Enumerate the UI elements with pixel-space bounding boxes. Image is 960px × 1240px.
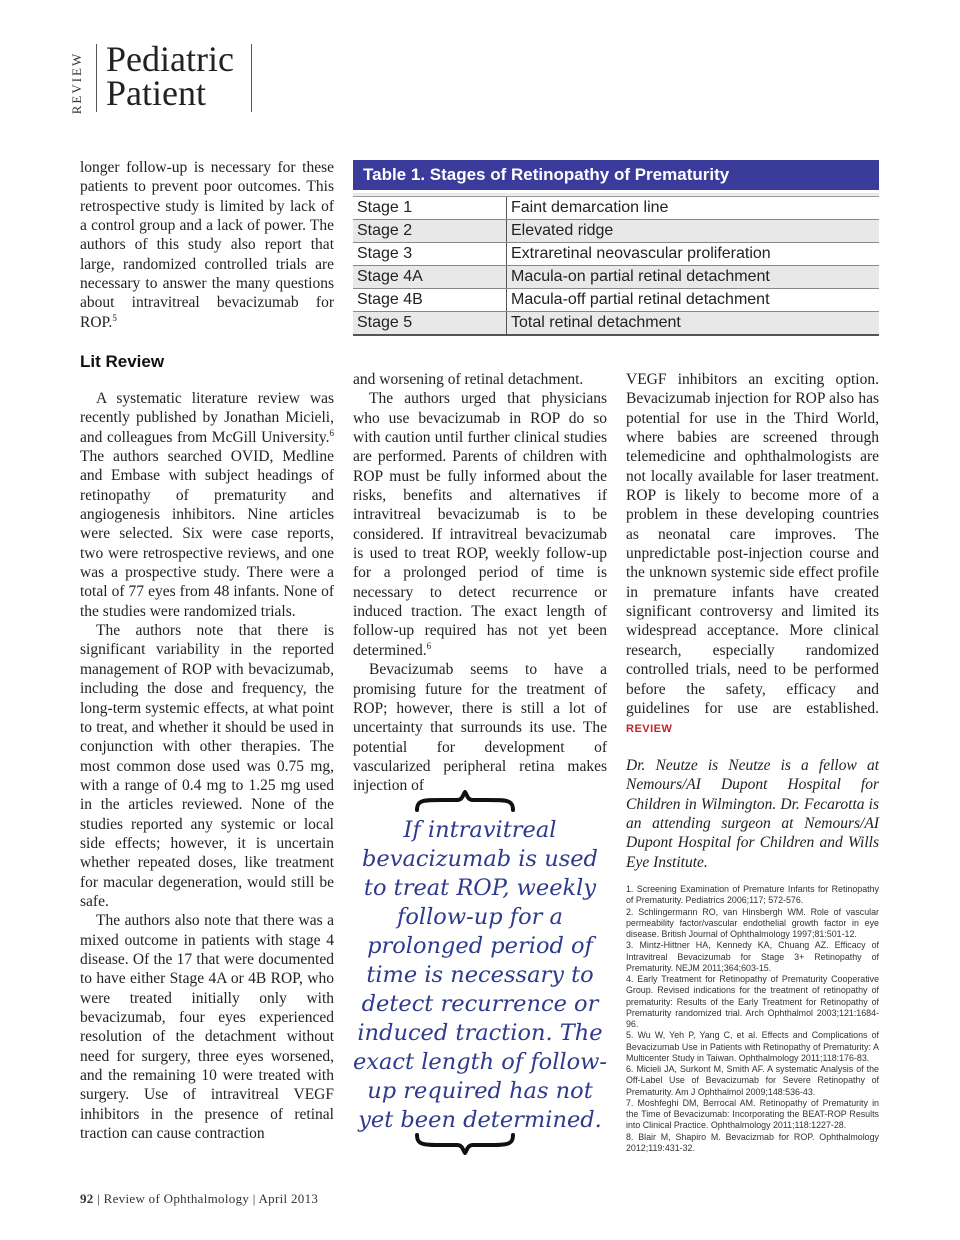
reference-item: 5. Wu W, Yeh P, Yang C, et al. Effects and Complications of Bevacizumab Use in Patients with Retinopathy of Prematurity: A Multicenter Study in Taiwan. Ophthalmology 2011;118:176-83.	[626, 1030, 879, 1063]
table-row	[353, 266, 879, 289]
stage-cell: Stage 2	[353, 220, 507, 243]
section-label	[64, 42, 90, 124]
description-cell: Macula-off partial retinal detachment	[507, 289, 880, 312]
references-list	[626, 884, 879, 1154]
column-2	[353, 370, 607, 796]
body-paragraph: The authors urged that physicians who use bevacizumab in ROP do so with caution until further clinical studies are performed. Parents of children with ROP must be fully informed about the risks, benefits and alternatives if intravitreal bevacizumab is to be considered. If intravitreal bevacizumab is used to treat ROP, weekly follow-up for a prolonged period of time is necessary to detect recurrence or induced traction. The exact length of follow-up required has not yet been determined.$^6$	[353, 390, 607, 659]
header-divider-left	[96, 44, 97, 112]
column-1-intro	[80, 158, 334, 332]
column-1-lit-review	[80, 389, 334, 1143]
footer-separator: |	[252, 1191, 259, 1206]
column-3	[626, 370, 879, 740]
body-paragraph: A systematic literature review was recently published by Jonathan Micieli, and colleagues from McGill University.$^6$ The authors searched OVID, Medline and Embase with subject headings of retinopathy of prematurity and angiogenesis inhibitors. Nine articles were selected. Six were case reports, two were retrospective reviews, and one was a prospective study. There were a total of 77 eyes from 48 infants. None of the studies were randomized trials.	[80, 390, 334, 620]
table-row	[353, 312, 879, 336]
page-section-title	[106, 39, 234, 113]
body-paragraph: and worsening of retinal detachment.	[353, 371, 584, 388]
description-cell: Extraretinal neovascular proliferation	[507, 243, 880, 266]
body-paragraph: The authors note that there is significant variability in the reported management of ROP with bevacizumab, including the dose and frequency, the long-term systemic effects, at what point to treat, and whether it should be used in conjunction with other therapies. The most common dose used was 0.75 mg, with a range of 0.4 mg to 1.25 mg used in the articles reviewed. None of the studies reported any systemic or local side effects; however, it is uncertain whether repeated doses, like treatment for macular degeneration, would still be safe.	[80, 622, 334, 910]
reference-item: 1. Screening Examination of Premature Infants for Retinopathy of Prematurity. Pediatrics 2006;117; 572-576.	[626, 884, 879, 906]
author-bio: Dr. Neutze is Neutze is a fellow at Nemours/AI Dupont Hospital for Children in Wilmington. Dr. Fecarotta is an attending surgeon at Nemours/AI Dupont Hospital for Children and Wills Eye Institute.	[626, 757, 879, 871]
reference-item: 8. Blair M, Shapiro M. Bevacizmab for ROP. Ophthalmology 2012;119:431-32.	[626, 1131, 879, 1153]
reference-item: 6. Micieli JA, Surkont M, Smith AF. A systematic Analysis of the Off-Label Use of Bevacizumab for Severe Retinopathy of Prematurity. Am J Ophthalmol 2009;148:536-43.	[626, 1064, 879, 1097]
description-cell: Elevated ridge	[507, 220, 880, 243]
section-label-text: REVIEW	[69, 51, 84, 115]
reference-item: 3. Mintz-Hittner HA, Kennedy KA, Chuang AZ. Efficacy of Intravitreal Bevacizumab for Stage 3+ Retinopathy of Prematurity. NEJM 2011;364;603-15.	[626, 940, 879, 973]
body-paragraph: Bevacizumab seems to have a promising future for the treatment of ROP; however, there is still a lot of uncertainty that surrounds its use. The potential for development of vascularized peripheral retina makes injection of	[353, 661, 607, 795]
description-cell: Total retinal detachment	[507, 312, 880, 336]
lit-review-heading: Lit Review	[80, 352, 165, 371]
stages-table-body	[353, 197, 879, 336]
header-divider-right	[251, 44, 252, 112]
issue-date: April 2013	[258, 1191, 319, 1206]
reference-item: 7. Moshfeghi DM, Berrocal AM. Retinopathy of Prematurity in the Time of Bevacizumab: Incorporating the BEAT-ROP Results into Clinical Practice. Ophthalmology 2011;118:1227-28.	[626, 1097, 879, 1131]
stage-cell: Stage 4B	[353, 289, 507, 312]
table-row	[353, 220, 879, 243]
stage-cell: Stage 3	[353, 243, 507, 266]
description-cell: Faint demarcation line	[507, 197, 880, 220]
body-paragraph: longer follow-up is necessary for these patients to prevent poor outcomes. This retrospective study is limited by lack of a control group and a lack of power. The authors of this study also report that large, randomized controlled trials are necessary to answer the many questions about intravitreal bevacizumab for ROP.$^5$	[80, 159, 334, 331]
reference-item: 4. Early Treatment for Retinopathy of Prematurity Cooperative Group. Revised indications for the treatment of retinopathy of prematurity: Results of the Early Treatment for Retinopathy of Prematurity randomized trial. Arch Ophthalmol 2003;121:1684-96.	[626, 974, 879, 1029]
review-end-mark: REVIEW	[626, 723, 673, 736]
body-paragraph: VEGF inhibitors an exciting option. Bevacizumab injection for ROP also has potential for use in the Third World, where babies are screened through telemedicine and ophthalmologists are not locally available for laser treatment. ROP is likely to become more of a problem in these developing countries as neonatal care improves. The unpredictable post-injection course and the unknown systemic side effect profile in premature infants have created significant controversy and limited its widespread acceptance. More clinical research, especially randomized controlled trials, need to be performed before the safety, efficacy and guidelines for use are established. REVIEW	[626, 371, 879, 736]
footer-separator: |	[97, 1191, 104, 1206]
reference-item: 2. Schlingermann RO, van Hinsbergh WM. Role of vascular permeability factor/vascular endothelial growth factor in eye disease. British Journal of Ophthalmology 1997;81:501-12.	[626, 906, 879, 939]
title-line-2: Patient	[106, 73, 206, 113]
stage-cell: Stage 4A	[353, 266, 507, 289]
publication-name: Review of Ophthalmology	[103, 1191, 250, 1206]
table-title: Table 1. Stages of Retinopathy of Prematurity	[353, 160, 879, 190]
brace-top-icon	[413, 790, 517, 812]
body-paragraph: The authors also note that there was a mixed outcome in patients with stage 4 disease. Of the 17 that were documented to have either Stage 4A or 4B ROP, who were treated initially only with bevacizumab, four eyes experienced resolution of the detachment without need for surgery, three eyes worsened, and the remaining 10 were treated with surgery. Use of intravitreal VEGF inhibitors in the presence of retinal traction can cause contraction	[80, 912, 334, 1143]
table-row	[353, 243, 879, 266]
table-row	[353, 289, 879, 312]
pull-quote: If intravitreal bevacizumab is used to treat ROP, weekly follow-up for a prolonged period of time is necessary to detect recurrence or induced traction. The exact length of follow-up required has not yet been determined.	[352, 817, 607, 1133]
brace-bottom-icon	[413, 1133, 517, 1155]
stage-cell: Stage 1	[353, 197, 507, 220]
description-cell: Macula-on partial retinal detachment	[507, 266, 880, 289]
title-line-1: Pediatric	[106, 39, 234, 79]
page-number: 92	[80, 1191, 94, 1206]
page-footer	[80, 1191, 318, 1207]
table-row	[353, 197, 879, 220]
stage-cell: Stage 5	[353, 312, 507, 336]
stages-table	[353, 160, 879, 336]
